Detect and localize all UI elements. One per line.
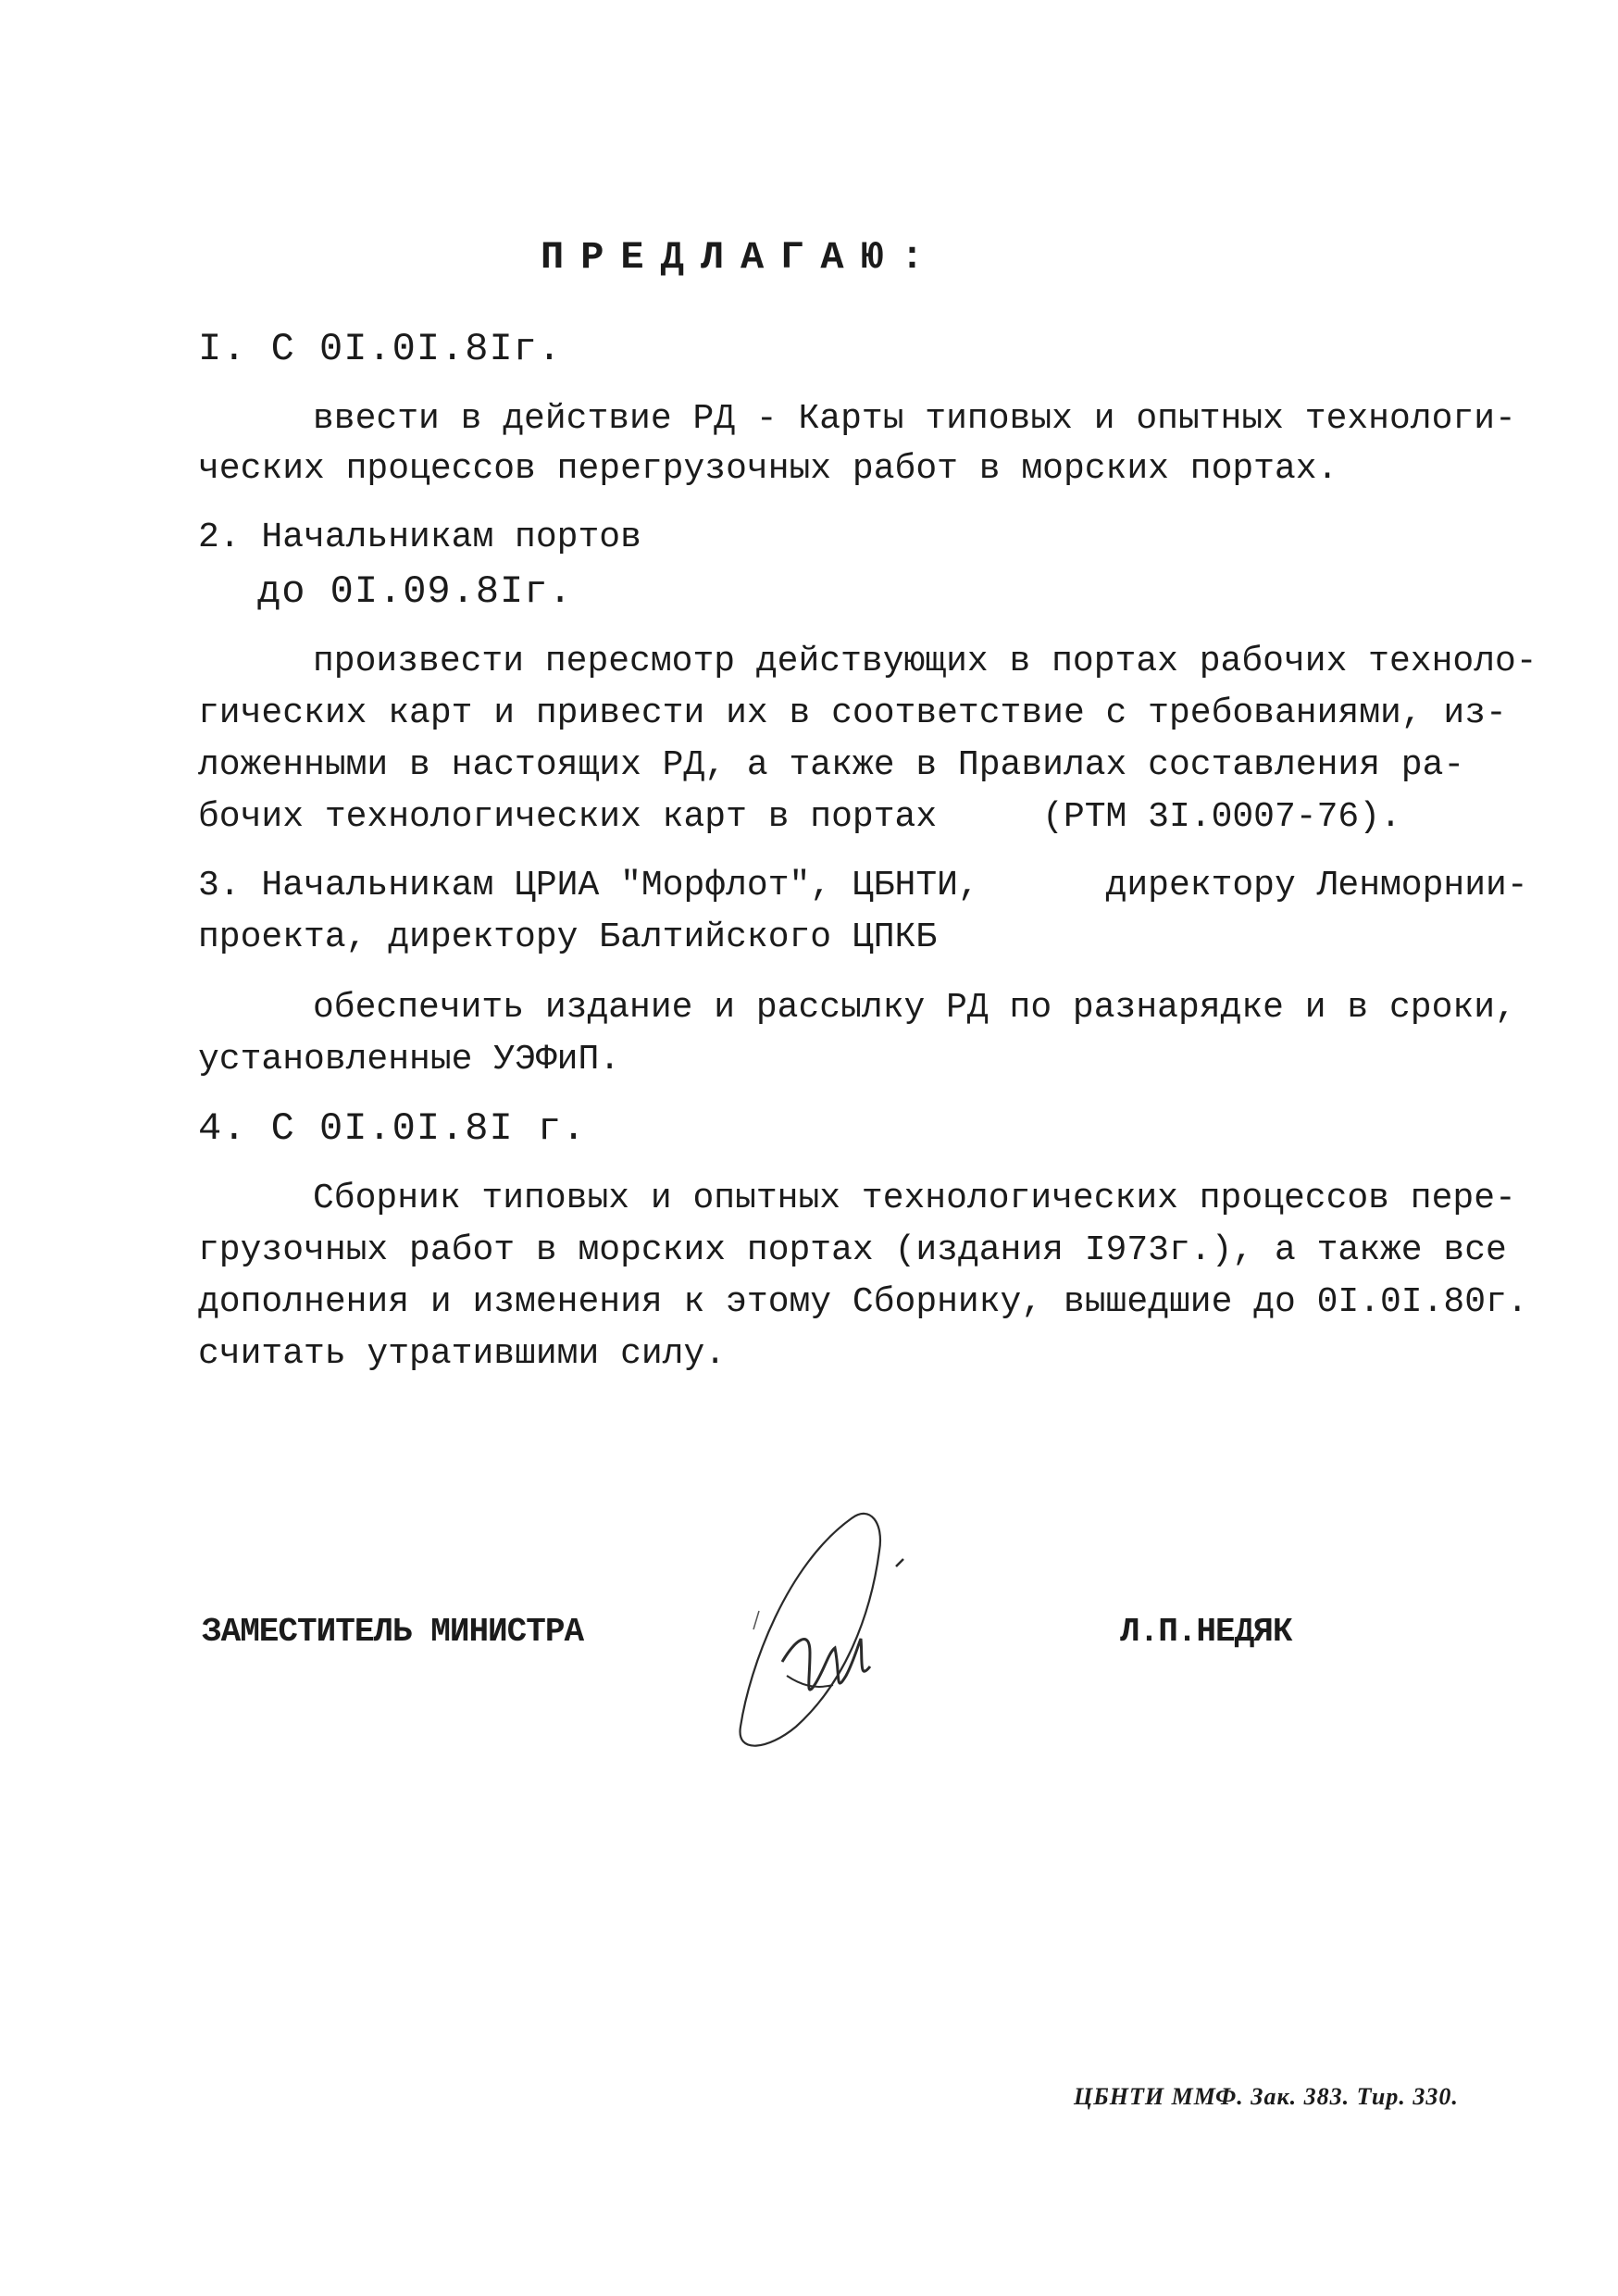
item-2-line-1: произвести пересмотр действующих в портах рабочих техноло-	[313, 642, 1537, 681]
item-4-line-2: грузочных работ в морских портах (издания I973г.), а также все	[198, 1230, 1507, 1270]
item-3-line-1: обеспечить издание и рассылку РД по разнарядке и в сроки,	[313, 988, 1516, 1028]
item-1-date: I. С 0I.0I.8Iг.	[198, 327, 563, 371]
item-3-addressee-line-2: проекта, директору Балтийского ЦПКБ	[198, 917, 938, 957]
handwritten-signature	[731, 1500, 981, 1759]
item-1-line-2: ческих процессов перегрузочных работ в морских портах.	[198, 449, 1338, 489]
item-2-line-3: ложенными в настоящих РД, а также в Правилах составления ра-	[198, 745, 1465, 785]
item-3-addressee-line-1: 3. Начальникам ЦРИА "Морфлот", ЦБНТИ, директору Ленморнии-	[198, 866, 1528, 905]
heading: ПРЕДЛАГАЮ:	[541, 235, 941, 280]
signatory-position: ЗАМЕСТИТЕЛЬ МИНИСТРА	[202, 1613, 584, 1651]
item-4-line-1: Сборник типовых и опытных технологических процессов пере-	[313, 1179, 1516, 1218]
item-2-date: до 0I.09.8Iг.	[257, 569, 573, 614]
item-3-line-2: установленные УЭФиП.	[198, 1040, 621, 1079]
item-1-line-1: ввести в действие РД - Карты типовых и опытных технологи-	[313, 399, 1516, 439]
item-4-line-4: считать утратившими силу.	[198, 1334, 727, 1374]
item-4-line-3: дополнения и изменения к этому Сборнику, вышедшие до 0I.0I.80г.	[198, 1282, 1528, 1322]
item-2-line-2: гических карт и привести их в соответствие с требованиями, из-	[198, 693, 1507, 733]
print-footer: ЦБНТИ ММФ. Зак. 383. Тир. 330.	[1074, 2083, 1459, 2110]
item-2-addressee: 2. Начальникам портов	[198, 518, 641, 557]
item-4-date: 4. С 0I.0I.8I г.	[198, 1106, 587, 1151]
signatory-name: Л.П.НЕДЯК	[1120, 1613, 1292, 1651]
item-2-line-4: бочих технологических карт в портах (РТМ 3I.0007-76).	[198, 797, 1401, 837]
